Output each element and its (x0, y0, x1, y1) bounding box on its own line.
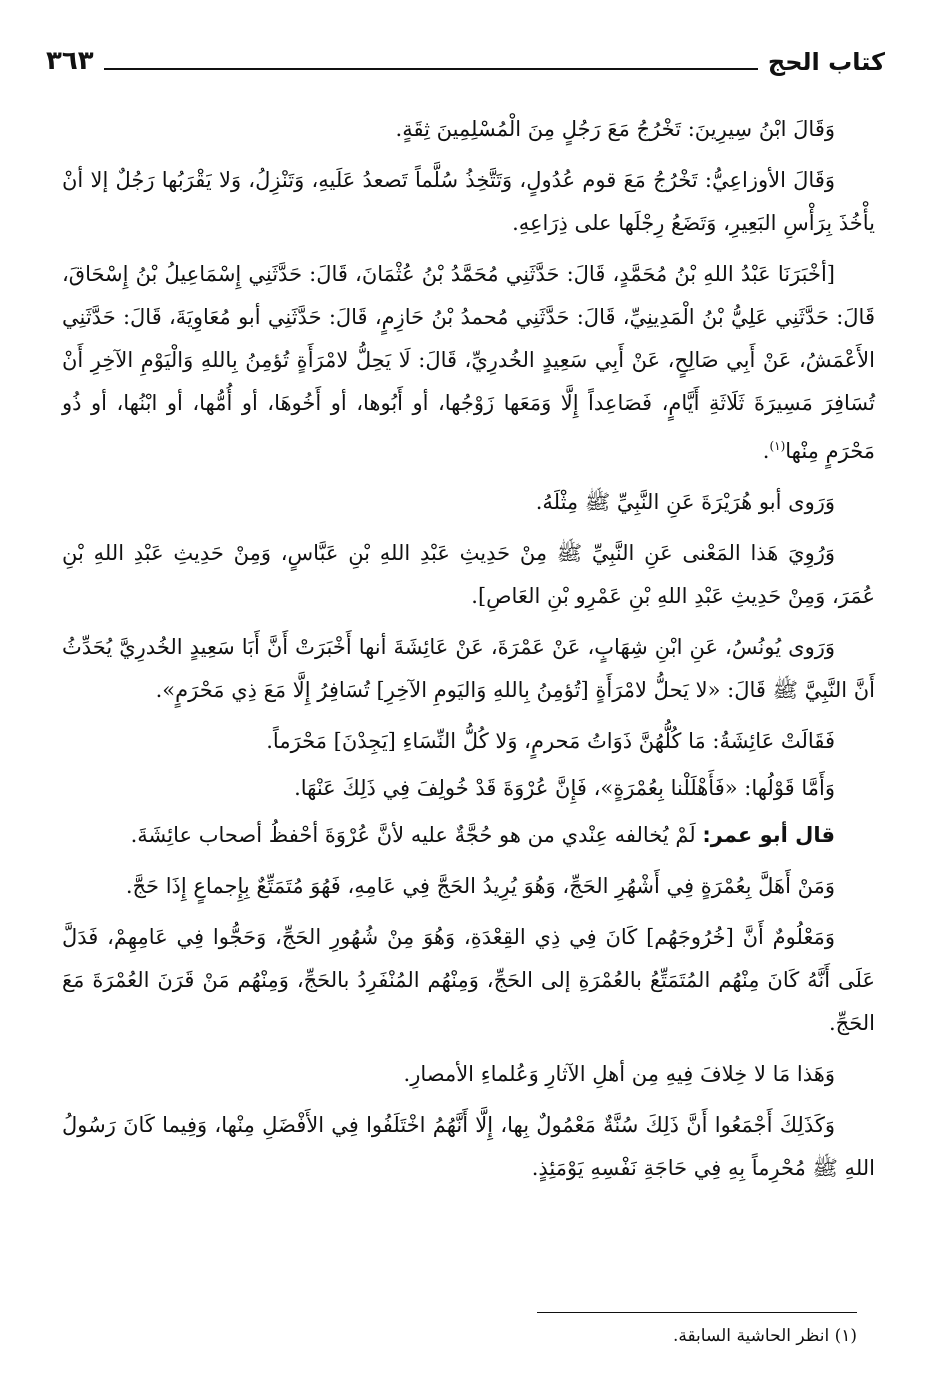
paragraph: وَرُوِيَ هَذا المَعْنى عَنِ النَّبِيِّ ﷺ مِنْ حَدِيثِ عَبْدِ اللهِ بْنِ عَبَّاسٍ، وَمِنْ حَدِيثِ عَبْدِ اللهِ بْنِ عُمَرَ، وَمِنْ حَدِيثِ عَبْدِ اللهِ بْنِ عَمْرِو بْنِ العَاصِ]. (62, 541, 875, 608)
paragraph: وَهَذا مَا لا خِلافَ فِيهِ مِن أهلِ الآثارِ وَعُلماءِ الأمصارِ. (403, 1062, 835, 1086)
paragraph: وَقَالَ الأوزاعِيُّ: تَخْرُجُ مَعَ قوم عُدُولٍ، وَتَتَّخِذُ سُلَّماً تَصعدُ عَلَيهِ، وَتَنْزِلُ، وَلا يَقْرَبُها رَجُلٌ إلا أنْ يأْخُذَ بِرَأْسِ البَعِيرِ، وَتَضَعُ رِجْلَها على ذِرَاعِهِ. (62, 168, 875, 235)
running-header (46, 34, 885, 74)
footnote (62, 1322, 857, 1350)
paragraph: [أخْبَرَنَا عَبْدُ اللهِ بْنُ مُحَمَّدٍ، قَالَ: حَدَّثَنِي مُحَمَّدُ بْنُ عُثْمَانَ، قَالَ: حَدَّثَنِي إِسْمَاعِيلُ بْنُ إِسْحَاقَ، قَالَ: حَدَّثَنِي عَلِيُّ بْنُ الْمَدِينِيِّ، قَالَ: حَدَّثَنِي مُحمدُ بْنُ حَازِمٍ، قَالَ: حَدَّثَنِي أبو مُعَاوِيَةَ، قَالَ: حَدَّثَنِي الأَعْمَشُ، عَنْ أَبِي صَالِحٍ، عَنْ أَبِي سَعِيدٍ الخُدرِيِّ، قَالَ: لَا يَحِلُّ لامْرَأَةٍ تُؤمِنُ بِاللهِ وَالْيَوْمِ الآخِرِ أَنْ تُسَافِرَ مَسِيرَةَ ثَلَاثَةِ أَيَّامٍ، فَصَاعِداً إِلَّا وَمَعَها زَوْجُها، أو أَبُوها، أو أَخُوهَا، أو أُمُّها، أو ابْنُها، أو ذُو مَحْرَمٍ مِنْها$^{(١)}$. (62, 262, 875, 463)
paragraph: فَقَالَتْ عَائِشَةُ: مَا كُلُّهُنَّ ذَوَاتُ مَحرمٍ، وَلا كُلُّ النِّسَاءِ [يَجِدْنَ] مَحْرَماً. (266, 729, 835, 753)
paragraph: وَكَذَلِكَ أَجْمَعُوا أَنَّ ذَلِكَ سُنَّةٌ مَعْمُولٌ بِها، إِلَّا أَنَّهُمُ اخْتَلَفُوا فِي الأَفْضَلِ مِنْها، وَفِيما كَانَ رَسُولُ اللهِ ﷺ مُحْرِماً بِهِ فِي حَاجَةِ نَفْسِهِ يَوْمَئِذٍ. (62, 1113, 875, 1180)
paragraph: وَقَالَ ابْنُ سِيرِينَ: تَخْرُجُ مَعَ رَجُلٍ مِنَ الْمُسْلِمِينَ ثِقَةٍ. (395, 117, 835, 141)
paragraph: وَأَمَّا قَوْلُها: «فَأَهْلَلْنا بِعُمْرَةٍ»، فَإِنَّ عُرْوَةَ قَدْ خُولِفَ فِي ذَلِكَ عَنْهَا. (294, 776, 835, 800)
speaker-lead: قال أبو عمر: (702, 823, 835, 847)
main-text (62, 108, 875, 1198)
footnote-text: انظر الحاشية السابقة. (672, 1326, 830, 1346)
footnote-divider (537, 1312, 857, 1313)
paragraph: وَرَوى يُونُسُ، عَنِ ابْنِ شِهَابٍ، عَنْ عَمْرَةَ، عَنْ عَائِشَةَ أنها أَخْبَرَتْ أَنَّ أَبَا سَعِيدٍ الخُدرِيَّ يُحَدِّثُ أَنَّ النَّبِيَّ ﷺ قَالَ: «لا يَحلُّ لامْرَأَةٍ [تُؤمِنُ بِاللهِ وَاليَومِ الآخِرِ] تُسَافِرُ إِلَّا مَعَ ذِي مَحْرَمٍ». (62, 635, 875, 702)
paragraph: وَمَنْ أَهَلَّ بِعُمْرَةٍ فِي أَشْهُرِ الحَجِّ، وَهُوَ يُرِيدُ الحَجَّ فِي عَامِهِ، فَهُوَ مُتَمَتِّعٌ بِإِجماعٍ إِذَا حَجَّ. (125, 874, 835, 898)
paragraph: قال أبو عمر: لَمْ يُخالفه عِنْدي من هو حُجَّةٌ عليه لأنَّ عُرْوَةَ أحْفظُ أصحاب عائِشَةَ. (130, 823, 835, 847)
chapter-title: كتاب الحج (767, 48, 885, 76)
header-rule (104, 68, 758, 70)
footnote-marker: (١) (769, 439, 786, 453)
page-number: ٣٦٣ (46, 46, 94, 76)
footnote-number: (١) (834, 1326, 857, 1346)
paragraph: وَمَعْلُومٌ أَنَّ [خُرُوجَهُم] كَانَ فِي ذِي القِعْدَةِ، وَهُوَ مِنْ شُهُورِ الحَجِّ، وَحَجُّوا فِي عَامِهِمْ، فَدَلَّ عَلَى أَنَّهُ كَانَ مِنْهُم المُتَمَتِّعُ بالعُمْرَةِ إلى الحَجِّ، وَمِنْهُم المُنْفَرِدُ بالحَجِّ، وَمِنْهُم مَنْ قَرَنَ العُمْرَةَ مَعَ الحَجِّ. (62, 925, 875, 1035)
paragraph: وَرَوى أبو هُرَيْرَةَ عَنِ النَّبِيِّ ﷺ مِثْلَهُ. (535, 490, 835, 514)
